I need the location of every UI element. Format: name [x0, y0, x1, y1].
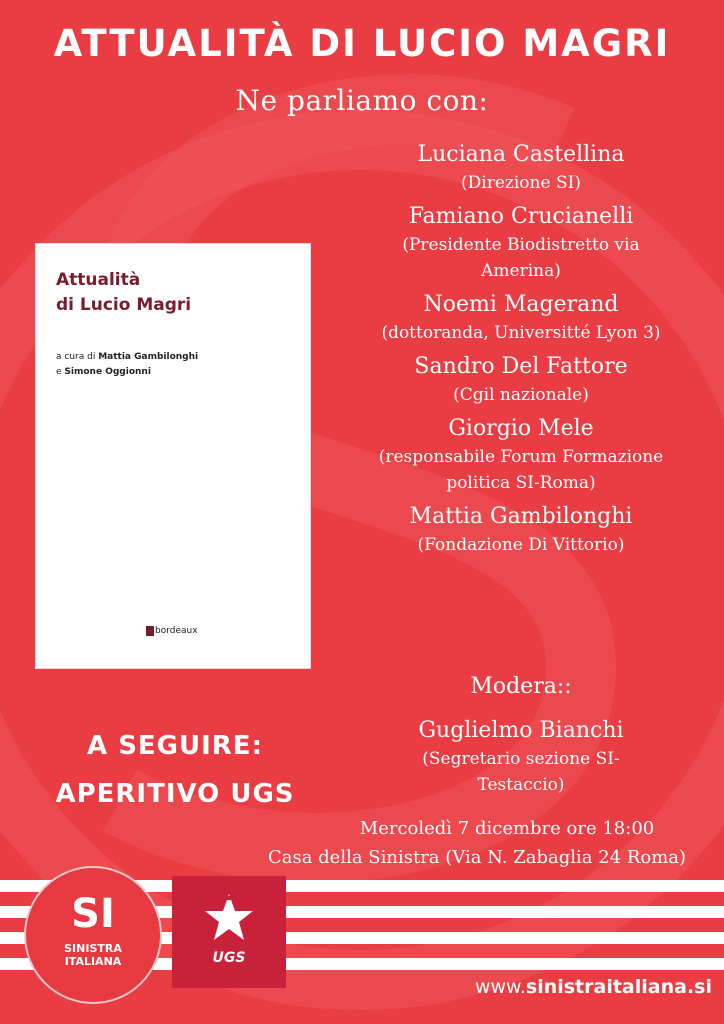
speaker-name: Noemi Magerand: [423, 292, 619, 317]
publisher-logo: [146, 626, 198, 636]
editor-name: Simone Oggionni: [64, 367, 151, 377]
website-url[interactable]: [475, 976, 712, 998]
publisher-name: bordeaux: [155, 626, 198, 636]
speaker-role: (Presidente Biodistretto via Amerina): [402, 235, 640, 281]
speaker-role: (responsabile Forum Formazione politica SI-Roma): [378, 447, 664, 493]
si-wordmark-line: ITALIANA: [64, 955, 122, 968]
speaker-item: [318, 352, 724, 408]
ugs-wordmark: UGS: [212, 950, 246, 966]
moderator-role: (Segretario sezione SI-Testaccio): [422, 749, 620, 795]
speaker-name: Luciana Castellina: [417, 142, 625, 167]
speaker-role: (Cgil nazionale): [453, 385, 589, 405]
ugs-logo: [172, 876, 286, 988]
speaker-item: [318, 140, 724, 196]
sinistra-italiana-logo: [24, 866, 162, 1004]
si-wordmark: [26, 942, 160, 968]
event-info: [230, 814, 724, 872]
aperitivo-line: A SEGUIRE:: [87, 731, 263, 761]
website-domain: sinistraitaliana.si: [525, 976, 712, 998]
si-mark: SI: [71, 891, 115, 937]
speaker-name: Famiano Crucianelli: [408, 204, 634, 229]
book-title-line: Attualità: [56, 270, 141, 290]
editor-join: e: [56, 367, 62, 377]
speaker-item: [318, 502, 724, 558]
speaker-role: (Direzione SI): [461, 173, 581, 193]
moderator-block: [318, 672, 724, 798]
aperitivo-line: APERITIVO UGS: [55, 779, 295, 809]
speaker-name: Giorgio Mele: [448, 416, 594, 441]
speaker-role: (Fondazione Di Vittorio): [417, 535, 625, 555]
speaker-item: [318, 202, 724, 284]
speaker-name: Mattia Gambilonghi: [409, 504, 633, 529]
book-title-line: di Lucio Magri: [56, 295, 192, 315]
editor-name: Mattia Gambilonghi: [98, 352, 199, 362]
book-cover: [36, 244, 310, 668]
speaker-list: [318, 140, 724, 564]
website-prefix: www.: [474, 976, 526, 998]
star-icon: [204, 892, 254, 944]
book-title: [56, 268, 296, 318]
poster-subtitle: Ne parliamo con:: [235, 84, 489, 117]
aperitivo-announcement: [30, 722, 320, 818]
si-wordmark-line: SINISTRA: [64, 942, 122, 955]
moderator-name: Guglielmo Bianchi: [418, 718, 624, 743]
speaker-role: (dottoranda, Universitté Lyon 3): [381, 323, 661, 343]
poster-title: ATTUALITÀ DI LUCIO MAGRI: [53, 22, 671, 65]
event-place: Casa della Sinistra (Via N. Zabaglia 24 Roma): [267, 847, 687, 868]
publisher-mark-icon: [146, 626, 154, 636]
speaker-item: [318, 290, 724, 346]
moderator-label: Modera::: [470, 674, 572, 699]
event-datetime: Mercoledì 7 dicembre ore 18:00: [359, 818, 655, 839]
speaker-item: [318, 414, 724, 496]
book-editors: [56, 350, 296, 380]
editor-prefix: a cura di: [56, 352, 96, 362]
speaker-name: Sandro Del Fattore: [414, 354, 628, 379]
